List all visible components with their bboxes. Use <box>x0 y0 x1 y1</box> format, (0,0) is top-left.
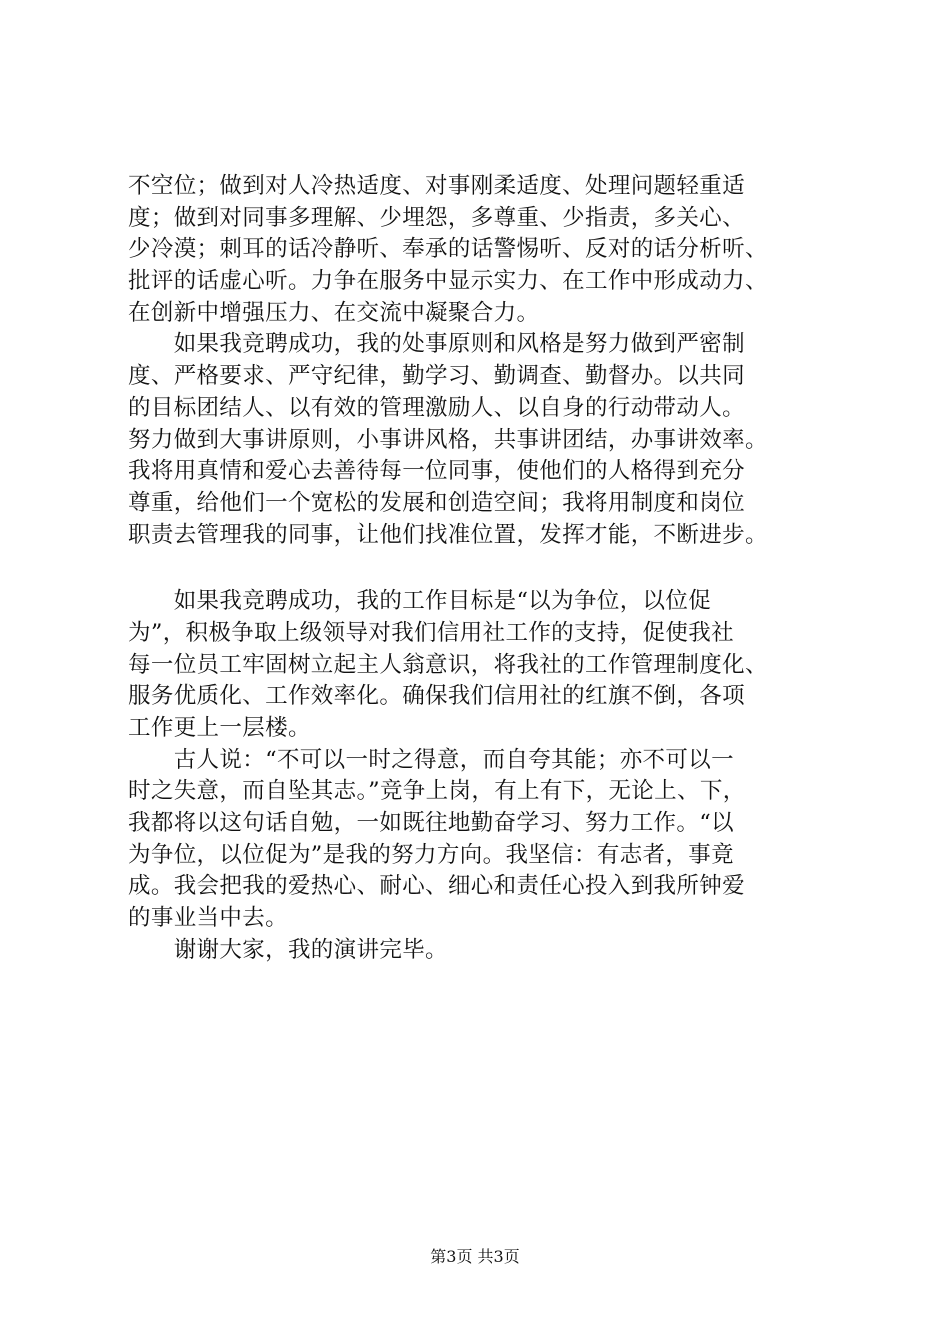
text-line: 在创新中增强压力、在交流中凝聚合力。 <box>128 299 540 326</box>
document-body <box>128 171 828 967</box>
text-line: 职责去管理我的同事，让他们找准位置，发挥才能，不断进步。 <box>128 521 768 548</box>
page-number-footer: 第3页 共3页 <box>430 1247 520 1266</box>
text-line: 批评的话虚心听。力争在服务中显示实力、在工作中形成动力、 <box>128 268 768 295</box>
text-line: 服务优质化、工作效率化。确保我们信用社的红旗不倒，各项 <box>128 683 745 710</box>
text-line: 如果我竞聘成功，我的处事原则和风格是努力做到严密制 <box>128 331 745 358</box>
text-line: 的事业当中去。 <box>128 905 288 932</box>
text-line: 每一位员工牢固树立起主人翁意识，将我社的工作管理制度化、 <box>128 651 768 678</box>
paragraph-block-1 <box>128 171 828 329</box>
text-line: 尊重，给他们一个宽松的发展和创造空间；我将用制度和岗位 <box>128 489 745 516</box>
text-line: 如果我竞聘成功，我的工作目标是“以为争位，以位促 <box>128 588 712 615</box>
text-line: 不空位；做到对人冷热适度、对事刚柔适度、处理问题轻重适 <box>128 173 745 199</box>
text-line: 度、严格要求、严守纪律，勤学习、勤调查、勤督办。以共同 <box>128 363 745 390</box>
text-line: 工作更上一层楼。 <box>128 715 311 741</box>
paragraph-block-2 <box>128 329 828 551</box>
text-line: 古人说：“不可以一时之得意，而自夸其能；亦不可以一 <box>128 746 734 773</box>
text-line: 时之失意，而自坠其志。”竞争上岗，有上有下，无论上、下， <box>128 778 746 805</box>
text-line: 为争位，以位促为”是我的努力方向。我坚信：有志者，事竟 <box>128 841 734 868</box>
text-line: 我将用真情和爱心去善待每一位同事，使他们的人格得到充分 <box>128 458 745 485</box>
text-line: 度；做到对同事多理解、少埋怨，多尊重、少指责，多关心、 <box>128 204 745 231</box>
paragraph-block-3 <box>128 586 828 966</box>
paragraph-gap <box>128 551 828 586</box>
text-line: 谢谢大家，我的演讲完毕。 <box>128 936 448 963</box>
text-line: 成。我会把我的爱热心、耐心、细心和责任心投入到我所钟爱 <box>128 873 745 900</box>
text-line: 的目标团结人、以有效的管理激励人、以自身的行动带动人。 <box>128 394 745 421</box>
text-line: 为”，积极争取上级领导对我们信用社工作的支持，促使我社 <box>128 619 734 646</box>
text-line: 努力做到大事讲原则，小事讲风格，共事讲团结，办事讲效率。 <box>128 426 768 453</box>
text-line: 少冷漠；刺耳的话冷静听、奉承的话警惕听、反对的话分析听、 <box>128 236 768 263</box>
text-line: 我都将以这句话自勉，一如既往地勤奋学习、努力工作。“以 <box>128 810 734 837</box>
